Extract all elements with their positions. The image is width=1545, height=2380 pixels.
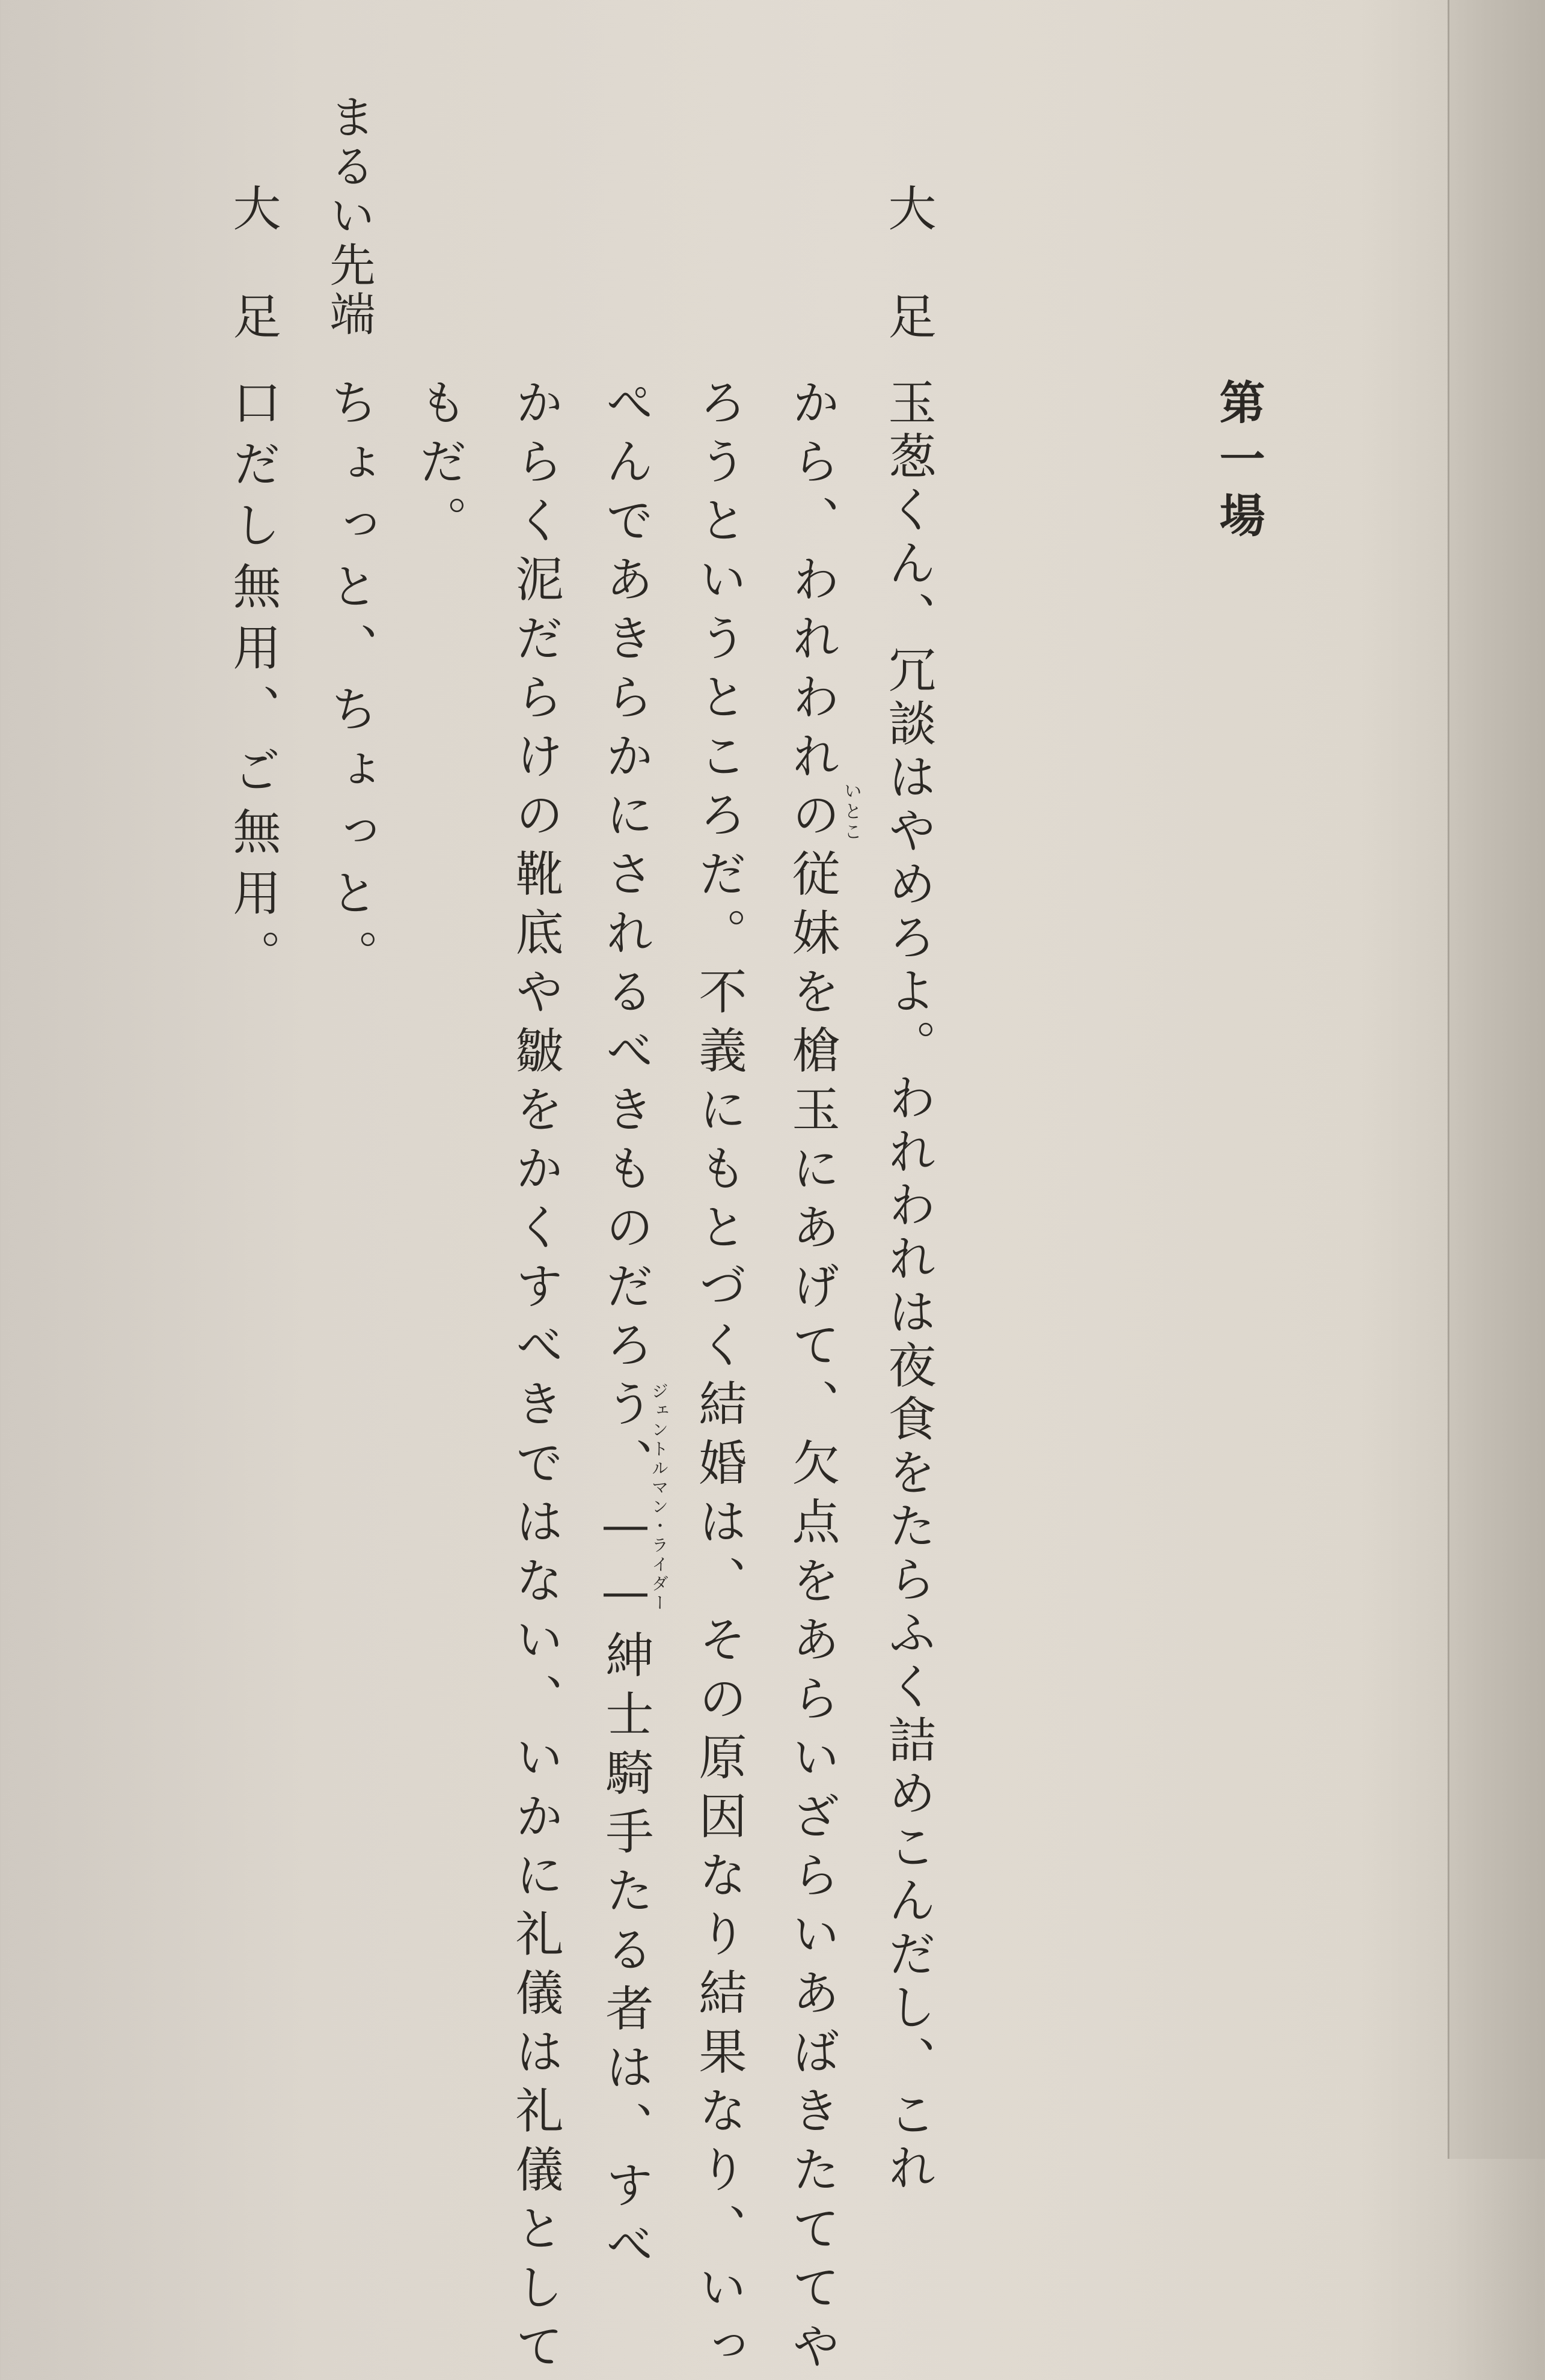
dialogue-line: ぺんであきらかにされるべきものだろう、——紳士騎手たる者は、すべ (598, 377, 653, 2278)
speaker-label: まるい先端 (322, 93, 376, 340)
ruby-reading: ジェントルマン・ライダー (649, 1382, 669, 1613)
dialogue-line: ちょっと、ちょっと。 (322, 377, 378, 990)
dialogue-line: ろうというところだ。不義にもとづく結婚は、その原因なり結果なり、いっ (691, 377, 747, 2380)
dialogue-line: 玉葱くん、冗談はやめろよ。われわれは夜食をたらふく詰めこんだし、これ (880, 377, 936, 2196)
dialogue-line: 口だし無用、ご無用。 (225, 377, 281, 990)
dialogue-line: からく泥だらけの靴底や皺をかくすべきではない、いかに礼儀は礼儀として (507, 377, 563, 2380)
speaker-label: 大足 (225, 183, 281, 400)
page-edge (1449, 0, 1545, 2159)
speaker-label: 大足 (880, 183, 936, 400)
ruby-reading: いとこ (840, 781, 861, 843)
dialogue-line: から、われわれの従妹を槍玉にあげて、欠点をあらいざらいあばきたててや (784, 377, 840, 2380)
scene-heading: 第一場 (1212, 379, 1265, 548)
dialogue-line: もだ。 (411, 377, 467, 554)
page-gutter-line (1448, 0, 1449, 2159)
